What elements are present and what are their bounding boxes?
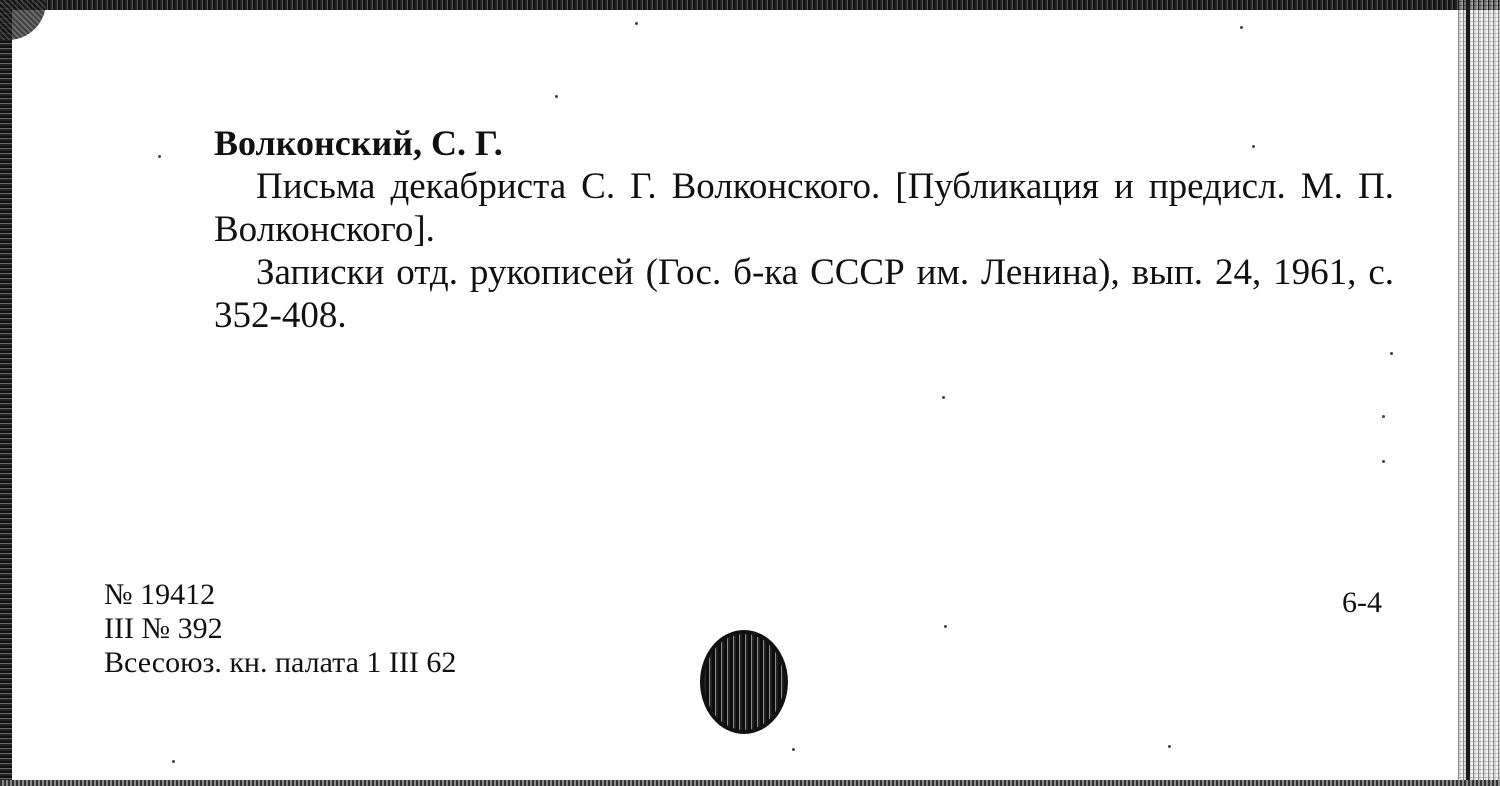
record-number: № 19412 — [104, 578, 216, 611]
scan-edge-right-line — [1466, 0, 1470, 786]
speck — [1390, 352, 1393, 355]
author-heading: Волконский, С. Г. — [214, 123, 503, 163]
scan-corner — [0, 0, 46, 40]
publisher-line: Всесоюз. кн. палата 1 III 62 — [104, 646, 457, 679]
speck — [1240, 26, 1243, 29]
speck — [1382, 415, 1385, 418]
speck — [555, 95, 558, 98]
source-reference: Записки отд. рукописей (Гос. б-ка СССР им. Ленина), вып. 24, 1961, с. 352-408. — [214, 252, 1394, 336]
scan-edge-left — [0, 0, 12, 786]
scan-edge-top — [0, 0, 1500, 10]
speck — [792, 748, 795, 751]
punch-hole — [700, 630, 788, 734]
classification-code: 6-4 — [1342, 586, 1382, 619]
bibliographic-entry — [214, 122, 1394, 337]
speck — [1382, 460, 1385, 463]
scan-edge-right — [1458, 0, 1500, 786]
speck — [635, 22, 638, 25]
title-description: Письма декабриста С. Г. Волконского. [Публикация и предисл. М. П. Волконского]. — [214, 166, 1394, 250]
card-footer-info — [104, 578, 456, 680]
speck — [172, 760, 175, 763]
speck — [1252, 145, 1255, 148]
scan-edge-bottom — [0, 780, 1500, 786]
speck — [1168, 745, 1171, 748]
speck — [158, 155, 161, 158]
series-number: III № 392 — [104, 612, 223, 645]
speck — [942, 396, 945, 399]
speck — [944, 625, 947, 628]
